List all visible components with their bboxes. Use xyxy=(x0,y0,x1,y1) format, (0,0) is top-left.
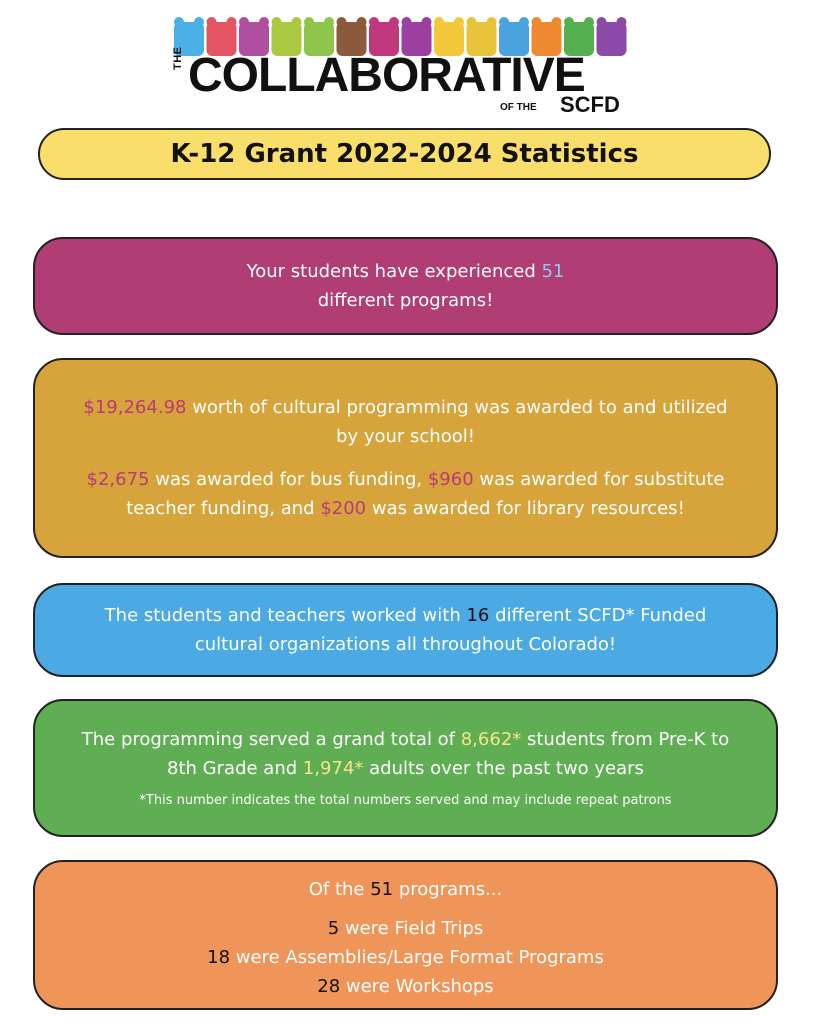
workshops-label: were Workshops xyxy=(340,976,494,997)
field-trips-count: 5 xyxy=(327,918,340,939)
adults-count: 1,974* xyxy=(302,758,364,779)
served-text xyxy=(75,725,736,783)
logo-scfd: SCFD xyxy=(560,92,620,117)
funding-breakdown-text xyxy=(75,465,736,523)
served-footnote: *This number indicates the total numbers served and may include repeat patrons xyxy=(139,793,672,808)
field-trips-label: were Field Trips xyxy=(339,918,484,939)
bus-text: was awarded for bus funding, xyxy=(149,469,428,490)
org-count: 16 xyxy=(466,605,490,626)
served-pre: The programming served a grand total of xyxy=(81,729,461,750)
organizations-text xyxy=(75,601,736,659)
programs-text xyxy=(75,257,736,315)
breakdown-post: programs... xyxy=(393,879,503,900)
programs-post: different programs! xyxy=(317,290,494,311)
workshops-count: 28 xyxy=(317,976,341,997)
served-mid: students from Pre-K to 8th Grade and xyxy=(167,729,730,779)
served-card xyxy=(33,699,778,837)
logo-wordmark: COLLABORATIVE xyxy=(188,49,585,102)
org-post: different SCFD* Funded cultural organizations all throughout Colorado! xyxy=(194,605,707,655)
breakdown-item xyxy=(75,914,736,943)
breakdown-item xyxy=(75,972,736,1001)
page-title-text: K-12 Grant 2022-2024 Statistics xyxy=(170,139,639,169)
breakdown-card xyxy=(33,860,778,1010)
assemblies-label: were Assemblies/Large Format Programs xyxy=(230,947,604,968)
served-post: adults over the past two years xyxy=(363,758,644,779)
amount-sub: $960 xyxy=(427,469,474,490)
logo-the: THE xyxy=(172,46,184,70)
funding-line1: worth of cultural programming was awarded to and utilized by your school! xyxy=(186,397,728,447)
amount-lib: $200 xyxy=(320,498,367,519)
programs-pre: Your students have experienced xyxy=(246,261,542,282)
programs-count: 51 xyxy=(541,261,565,282)
funding-total-text xyxy=(75,393,736,451)
organizations-card xyxy=(33,583,778,677)
breakdown-pre: Of the xyxy=(308,879,371,900)
page-title xyxy=(38,128,771,180)
bear-icon xyxy=(597,17,627,56)
logo-of-the: OF THE xyxy=(500,102,537,113)
amount-bus: $2,675 xyxy=(86,469,150,490)
amount-total: $19,264.98 xyxy=(83,397,187,418)
funding-card xyxy=(33,358,778,558)
assemblies-count: 18 xyxy=(207,947,231,968)
students-count: 8,662* xyxy=(460,729,522,750)
programs-card xyxy=(33,237,778,335)
breakdown-count: 51 xyxy=(370,879,394,900)
org-pre: The students and teachers worked with xyxy=(104,605,467,626)
breakdown-heading xyxy=(75,875,736,904)
breakdown-item xyxy=(75,943,736,972)
collaborative-logo xyxy=(170,12,640,120)
lib-text: was awarded for library resources! xyxy=(366,498,685,519)
sub-text: was awarded for substitute teacher funding, and xyxy=(126,469,725,519)
